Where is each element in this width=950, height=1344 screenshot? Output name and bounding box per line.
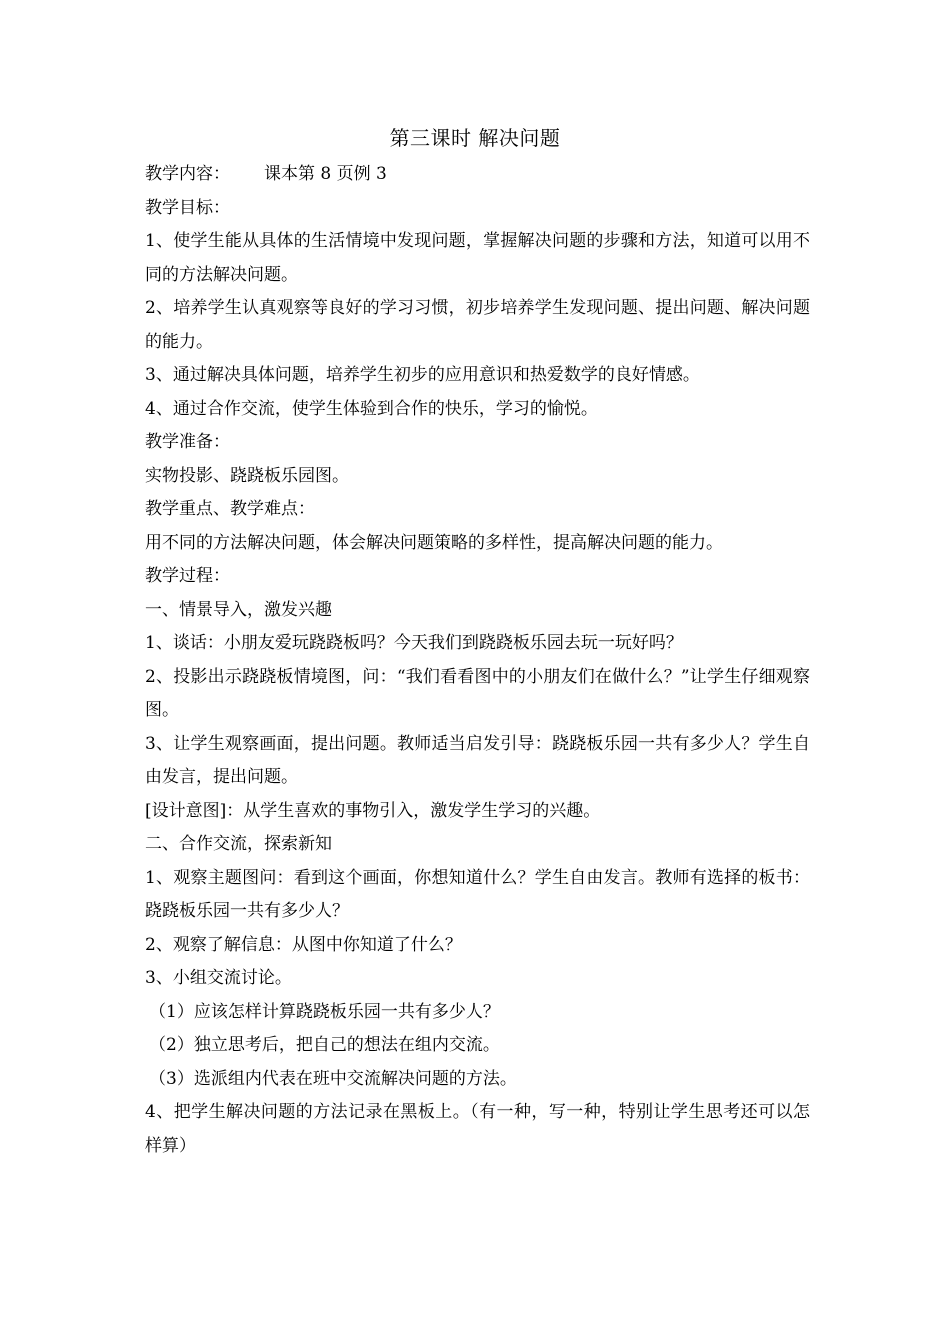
paragraph-teaching-goals-heading: 教学目标：: [145, 197, 230, 218]
paragraph-goal-3: 3、通过解决具体问题，培养学生初步的应用意识和热爱数学的良好情感。: [145, 365, 700, 385]
paragraph-key-points-heading: 教学重点、教学难点：: [145, 499, 315, 519]
paragraph-section-1-heading: 一、情景导入，激发兴趣: [145, 599, 332, 620]
teaching-content-line: [145, 158, 810, 192]
paragraph-goal-4: 4、通过合作交流，使学生体验到合作的快乐，学习的愉悦。: [145, 398, 598, 419]
paragraph-goal-2: 2、培养学生认真观察等良好的学习习惯，初步培养学生发现问题、提出问题、解决问题的能力。: [145, 298, 810, 352]
paragraph-section-1-item-1: 1、谈话：小朋友爱玩跷跷板吗？今天我们到跷跷板乐园去玩一玩好吗？: [145, 633, 683, 653]
paragraph-section-2-item-4: 4、把学生解决问题的方法记录在黑板上。（有一种，写一种，特别让学生思考还可以怎样算）: [145, 1102, 810, 1156]
teaching-content-label: 教学内容：: [145, 164, 230, 184]
paragraph-section-2-item-3: 3、小组交流讨论。: [145, 968, 292, 988]
teaching-content-value: 课本第 8 页例 3: [264, 164, 387, 184]
paragraph-section-1-item-3: 3、让学生观察画面，提出问题。教师适当启发引导：跷跷板乐园一共有多少人？学生自由发言，提出问题。: [145, 733, 810, 787]
paragraph-preparation-heading: 教学准备：: [145, 432, 230, 452]
paragraph-section-2-item-2: 2、观察了解信息：从图中你知道了什么？: [145, 934, 462, 955]
paragraph-section-2-heading: 二、合作交流，探索新知: [145, 834, 332, 854]
paragraph-preparation: 实物投影、跷跷板乐园图。: [145, 465, 349, 486]
paragraph-sub-item-2: （2）独立思考后，把自己的想法在组内交流。: [149, 1035, 500, 1055]
paragraph-sub-item-3: （3）选派组内代表在班中交流解决问题的方法。: [149, 1068, 517, 1089]
paragraph-key-points: 用不同的方法解决问题，体会解决问题策略的多样性，提高解决问题的能力。: [145, 532, 723, 553]
document-title: 第三课时 解决问题: [389, 126, 561, 150]
paragraph-design-intent: [设计意图]：从学生喜欢的事物引入，激发学生学习的兴趣。: [145, 800, 601, 821]
paragraph-sub-item-1: （1）应该怎样计算跷跷板乐园一共有多少人？: [149, 1001, 500, 1022]
paragraph-section-2-item-1: 1、观察主题图问：看到这个画面，你想知道什么？学生自由发言。教师有选择的板书：跷跷板乐园一共有多少人？: [145, 867, 810, 921]
paragraph-process-heading: 教学过程：: [145, 566, 230, 586]
document-body: [145, 158, 810, 1163]
paragraph-goal-1: 1、使学生能从具体的生活情境中发现问题，掌握解决问题的步骤和方法，知道可以用不同的方法解决问题。: [145, 231, 810, 285]
paragraph-section-1-item-2: 2、投影出示跷跷板情境图，问：“我们看看图中的小朋友们在做什么？”让学生仔细观察图。: [145, 666, 810, 720]
